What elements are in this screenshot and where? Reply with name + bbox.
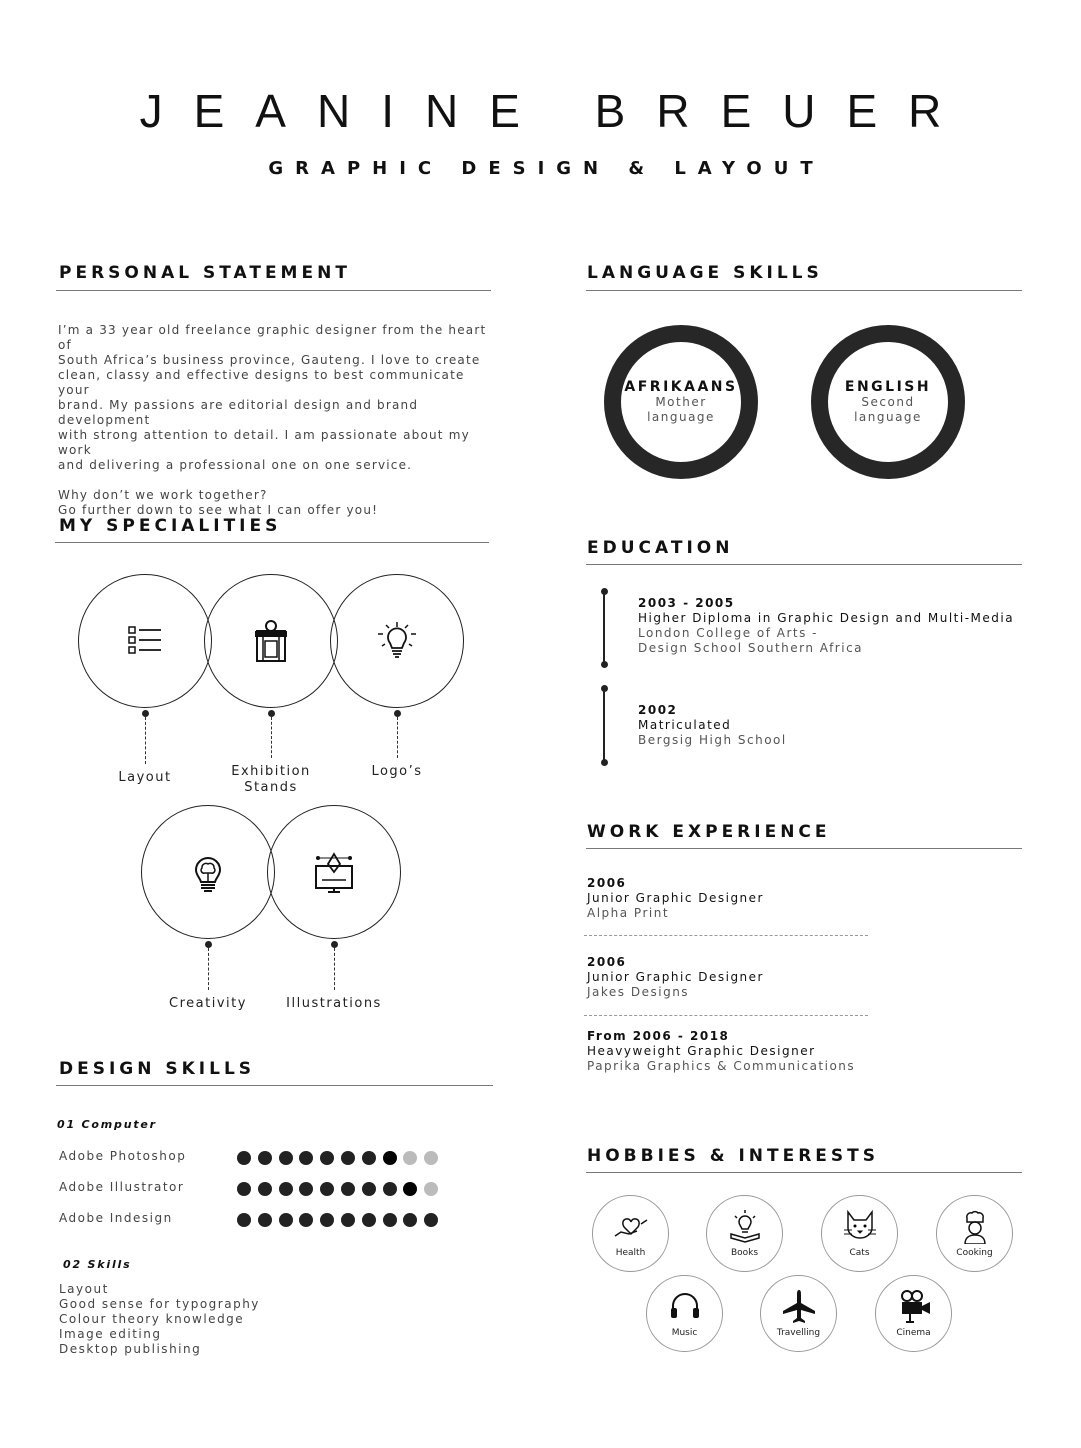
exhibition-stand-icon [249,619,293,663]
skill-dot-empty [424,1151,438,1165]
divider [586,290,1022,291]
skill-dot-filled [279,1182,293,1196]
travelling-icon [761,1276,836,1328]
divider [586,848,1022,849]
timeline-line [603,688,605,762]
hobby-cinema [875,1275,952,1352]
skill-dot-empty [403,1151,417,1165]
skill-dot-filled [258,1151,272,1165]
work-company: Paprika Graphics & Communications [587,1059,856,1073]
skill-dot-filled [237,1213,251,1227]
work-entry [587,955,764,1000]
design-skills-heading: DESIGN SKILLS [59,1059,256,1079]
work-entry [587,1029,855,1074]
software-name: Adobe Indesign [59,1211,173,1225]
software-name: Adobe Illustrator [59,1180,185,1194]
language-heading: LANGUAGE SKILLS [587,263,823,283]
timeline-dot [601,759,608,766]
statement-line: Why don’t we work together? [58,488,268,502]
hobby-cooking [936,1195,1013,1272]
language-level: Mother [655,395,707,409]
hobby-label: Cats [849,1248,870,1258]
connector-dot [394,710,401,717]
skill-dot-filled [299,1182,313,1196]
hobby-travelling [760,1275,837,1352]
divider [55,542,489,543]
skill-dot-filled [320,1151,334,1165]
skill-dot-filled [279,1151,293,1165]
skill-dot-filled [403,1182,417,1196]
cinema-icon [876,1276,951,1328]
connector-line [145,717,146,764]
music-icon [647,1276,722,1328]
hobby-label: Health [615,1248,646,1258]
edu-school: Design School Southern Africa [638,641,864,655]
speciality-label: Layout [118,770,172,785]
language-level: language [647,410,715,424]
connector-line [271,717,272,758]
speciality-label: Creativity [169,996,247,1011]
hobby-label: Travelling [776,1328,821,1338]
software-name: Adobe Photoshop [59,1149,187,1163]
computer-subheading: 01 Computer [57,1118,157,1131]
cats-icon [822,1196,897,1248]
connector-line [208,948,209,990]
work-year: From 2006 - 2018 [587,1029,730,1043]
hobby-label: Books [730,1248,759,1258]
skills-subheading: 02 Skills [63,1258,132,1271]
work-year: 2006 [587,876,627,890]
edu-year: 2003 - 2005 [638,596,735,610]
connector-dot [142,710,149,717]
speciality-label: Illustrations [286,996,382,1011]
cooking-icon [937,1196,1012,1248]
skill-item: Layout [59,1282,109,1296]
work-company: Alpha Print [587,906,670,920]
work-year: 2006 [587,955,627,969]
work-company: Jakes Designs [587,985,690,999]
statement-line: and delivering a professional one on one service. [58,458,413,472]
skill-dot-filled [320,1213,334,1227]
skill-dot-filled [362,1182,376,1196]
speciality-label: Exhibition Stands [231,764,311,795]
skill-dot-filled [403,1213,417,1227]
hobby-label: Cinema [896,1328,931,1338]
statement-line: South Africa’s business province, Gauteng. I love to create [58,353,481,367]
lightbulb-icon [375,619,419,663]
hobby-cats [821,1195,898,1272]
statement-line: clean, classy and effective designs to best communicate your [58,368,465,397]
divider [56,290,491,291]
timeline-line [603,591,605,665]
resume-subtitle: GRAPHIC DESIGN & LAYOUT [268,158,825,179]
skill-dot-filled [279,1213,293,1227]
list-icon [123,619,167,663]
language-english [811,325,965,479]
work-heading: WORK EXPERIENCE [587,822,831,842]
language-level: language [854,410,922,424]
hobbies-heading: HOBBIES & INTERESTS [587,1146,879,1166]
personal-statement-text [58,323,498,518]
resume-name: JEANINE BREUER [139,85,973,137]
skill-dot-filled [299,1151,313,1165]
work-title: Junior Graphic Designer [587,970,764,984]
pen-tool-monitor-icon [312,850,356,894]
skill-dot-filled [237,1151,251,1165]
edu-year: 2002 [638,703,678,717]
hobby-health [592,1195,669,1272]
skill-item: Image editing [59,1327,162,1341]
skill-dot-filled [341,1182,355,1196]
skills-list [59,1282,260,1357]
language-name: AFRIKAANS [624,379,738,395]
books-icon [707,1196,782,1248]
hobby-label: Music [671,1328,698,1338]
skill-dot-filled [258,1213,272,1227]
skill-dot-filled [383,1151,397,1165]
edu-school: Bergsig High School [638,733,787,747]
skill-dot-filled [383,1182,397,1196]
health-icon [593,1196,668,1248]
language-level: Second [861,395,915,409]
edu-title: Higher Diploma in Graphic Design and Multi-Media [638,611,1015,625]
skill-dot-filled [258,1182,272,1196]
skill-dot-filled [362,1151,376,1165]
statement-line: I’m a 33 year old freelance graphic designer from the heart of [58,323,487,352]
work-entry [587,876,764,921]
skill-dot-filled [237,1182,251,1196]
edu-school: London College of Arts - [638,626,819,640]
skill-item: Good sense for typography [59,1297,260,1311]
skill-dot-empty [424,1182,438,1196]
statement-line [58,473,498,488]
connector-dot [331,941,338,948]
divider [584,1015,868,1016]
work-title: Heavyweight Graphic Designer [587,1044,816,1058]
statement-line: Go further down to see what I can offer you! [58,503,379,517]
hobby-music [646,1275,723,1352]
edu-title: Matriculated [638,718,732,732]
education-entry [638,596,1014,656]
timeline-dot [601,685,608,692]
skill-dot-filled [383,1213,397,1227]
education-entry [638,703,787,748]
brain-bulb-icon [186,850,230,894]
connector-line [397,717,398,758]
skill-dot-filled [341,1151,355,1165]
work-title: Junior Graphic Designer [587,891,764,905]
skill-item: Desktop publishing [59,1342,202,1356]
speciality-label: Logo’s [371,764,423,779]
education-heading: EDUCATION [587,538,734,558]
skill-item: Colour theory knowledge [59,1312,245,1326]
hobby-label: Cooking [956,1248,993,1258]
timeline-dot [601,588,608,595]
divider [584,935,868,936]
connector-line [334,948,335,990]
skill-dot-filled [341,1213,355,1227]
personal-statement-heading: PERSONAL STATEMENT [59,263,351,283]
connector-dot [268,710,275,717]
divider [586,1172,1022,1173]
skill-dot-filled [320,1182,334,1196]
divider [56,1085,493,1086]
divider [586,564,1022,565]
language-afrikaans [604,325,758,479]
language-name: ENGLISH [844,379,932,395]
specialities-heading: MY SPECIALITIES [59,516,282,536]
connector-dot [205,941,212,948]
hobby-books [706,1195,783,1272]
skill-dot-filled [362,1213,376,1227]
timeline-dot [601,661,608,668]
skill-dot-filled [424,1213,438,1227]
statement-line: brand. My passions are editorial design and brand development [58,398,419,427]
statement-line: with strong attention to detail. I am passionate about my work [58,428,470,457]
skill-dot-filled [299,1213,313,1227]
